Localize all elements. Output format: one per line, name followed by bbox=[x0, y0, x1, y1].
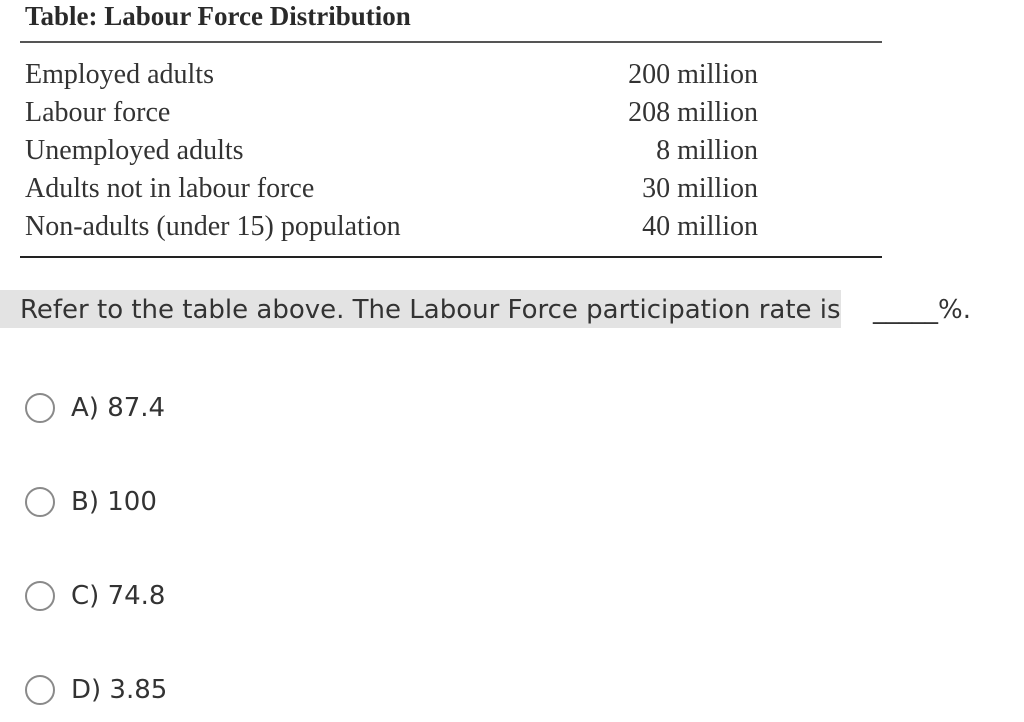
row-label: Unemployed adults bbox=[25, 135, 244, 166]
radio-button-icon[interactable] bbox=[25, 393, 55, 423]
option-label: B) 100 bbox=[71, 487, 157, 517]
radio-button-icon[interactable] bbox=[25, 581, 55, 611]
table-row bbox=[20, 208, 882, 246]
question-blank: _____%. bbox=[873, 295, 971, 325]
table-row bbox=[20, 56, 882, 94]
table-row bbox=[20, 170, 882, 208]
table-row bbox=[20, 132, 882, 170]
option-d[interactable] bbox=[25, 672, 167, 708]
question-text: Refer to the table above. The Labour Force participation rate is bbox=[0, 290, 841, 328]
table-bottom-rule bbox=[20, 256, 882, 258]
table-title: Table: Labour Force Distribution bbox=[25, 1, 411, 31]
radio-button-icon[interactable] bbox=[25, 675, 55, 705]
row-value: 200 million bbox=[628, 59, 758, 90]
row-label: Non-adults (under 15) population bbox=[25, 211, 401, 242]
table-top-rule bbox=[20, 41, 882, 43]
option-label: C) 74.8 bbox=[71, 581, 166, 611]
option-c[interactable] bbox=[25, 578, 165, 614]
row-label: Labour force bbox=[25, 97, 171, 128]
row-value: 8 million bbox=[656, 135, 758, 166]
table-row bbox=[20, 94, 882, 132]
option-a[interactable] bbox=[25, 390, 165, 426]
row-value: 30 million bbox=[642, 173, 758, 204]
row-value: 208 million bbox=[628, 97, 758, 128]
option-label: D) 3.85 bbox=[71, 675, 168, 705]
row-label: Adults not in labour force bbox=[25, 173, 315, 204]
option-b[interactable] bbox=[25, 484, 157, 520]
row-label: Employed adults bbox=[25, 59, 214, 90]
row-value: 40 million bbox=[642, 211, 758, 242]
table-body bbox=[20, 56, 882, 246]
radio-button-icon[interactable] bbox=[25, 487, 55, 517]
option-label: A) 87.4 bbox=[71, 393, 166, 423]
